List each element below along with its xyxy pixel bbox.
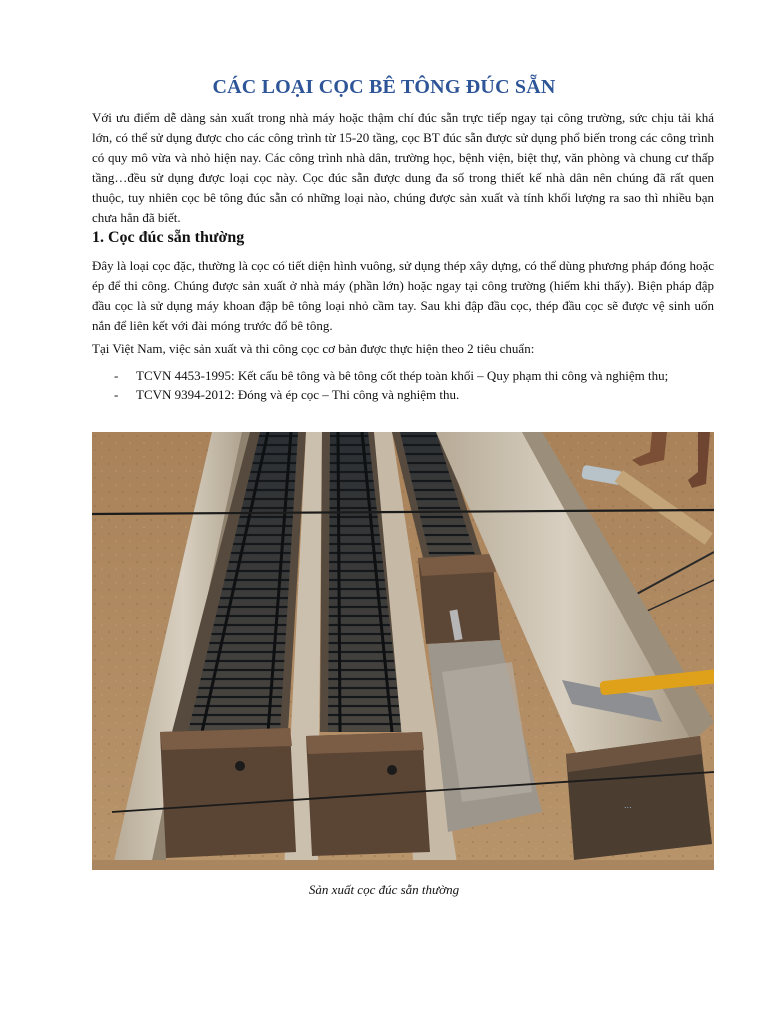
page-title: CÁC LOẠI CỌC BÊ TÔNG ĐÚC SẴN (212, 76, 556, 98)
pile-production-photo (92, 432, 714, 870)
standard-item (92, 386, 714, 403)
standard-text: TCVN 9394-2012: Đóng và ép cọc – Thi công và nghiệm thu. (136, 387, 460, 402)
section-1-paragraph: Đây là loại cọc đặc, thường là cọc có tiết diện hình vuông, sử dụng thép xây dựng, có thể dùng phương pháp đóng hoặc ép để thi công. Chúng được sản xuất ở nhà máy (phần lớn) hoặc ngay tại công trường (hiếm khi thấy). Biện pháp đập đầu cọc là sử dụng máy khoan đập bê tông loại nhỏ cầm tay. Sau khi đập đầu cọc, thép đầu cọc sẽ được vệ sinh uốn nắn để liên kết với đài móng trước đổ bê tông. (92, 258, 714, 333)
list-bullet: - (114, 368, 119, 383)
photo-caption: Sản xuất cọc đúc sẵn thường (308, 882, 460, 897)
intro-paragraph: Với ưu điểm dễ dàng sản xuất trong nhà máy hoặc thậm chí đúc sẵn trực tiếp ngay tại công trường, sức chịu tải khá lớn, có thể sử dụng được cho các công trình từ 15-20 tầng, cọc BT đúc sẵn được sử dụng phổ biến trong các công trình có quy mô vừa và nhỏ hiện nay. Các công trình nhà dân, trường học, bệnh viện, biệt thự, văn phòng và chung cư thấp tầng…đều sử dụng được loại cọc này. Cọc đúc sẵn được dung đa số trong thiết kế nhà dân nên chúng đã rất quen thuộc, tuy nhiên cọc bê tông đúc sẵn có những loại nào, chúng được sản xuất và tính khối lượng ra sao thì nhiều bạn chưa hẳn đã biết. (92, 110, 714, 225)
svg-text:...: ... (624, 801, 632, 810)
standards-list (92, 367, 714, 405)
standards-intro: Tại Việt Nam, việc sản xuất và thi công cọc cơ bản được thực hiện theo 2 tiêu chuẩn: (92, 341, 535, 356)
standard-item (92, 367, 714, 384)
section-1-heading: 1. Cọc đúc sẵn thường (92, 229, 245, 246)
standard-text: TCVN 4453-1995: Kết cấu bê tông và bê tông cốt thép toàn khối – Quy phạm thi công và nghiệm thu; (136, 368, 669, 383)
list-bullet: - (114, 387, 119, 402)
